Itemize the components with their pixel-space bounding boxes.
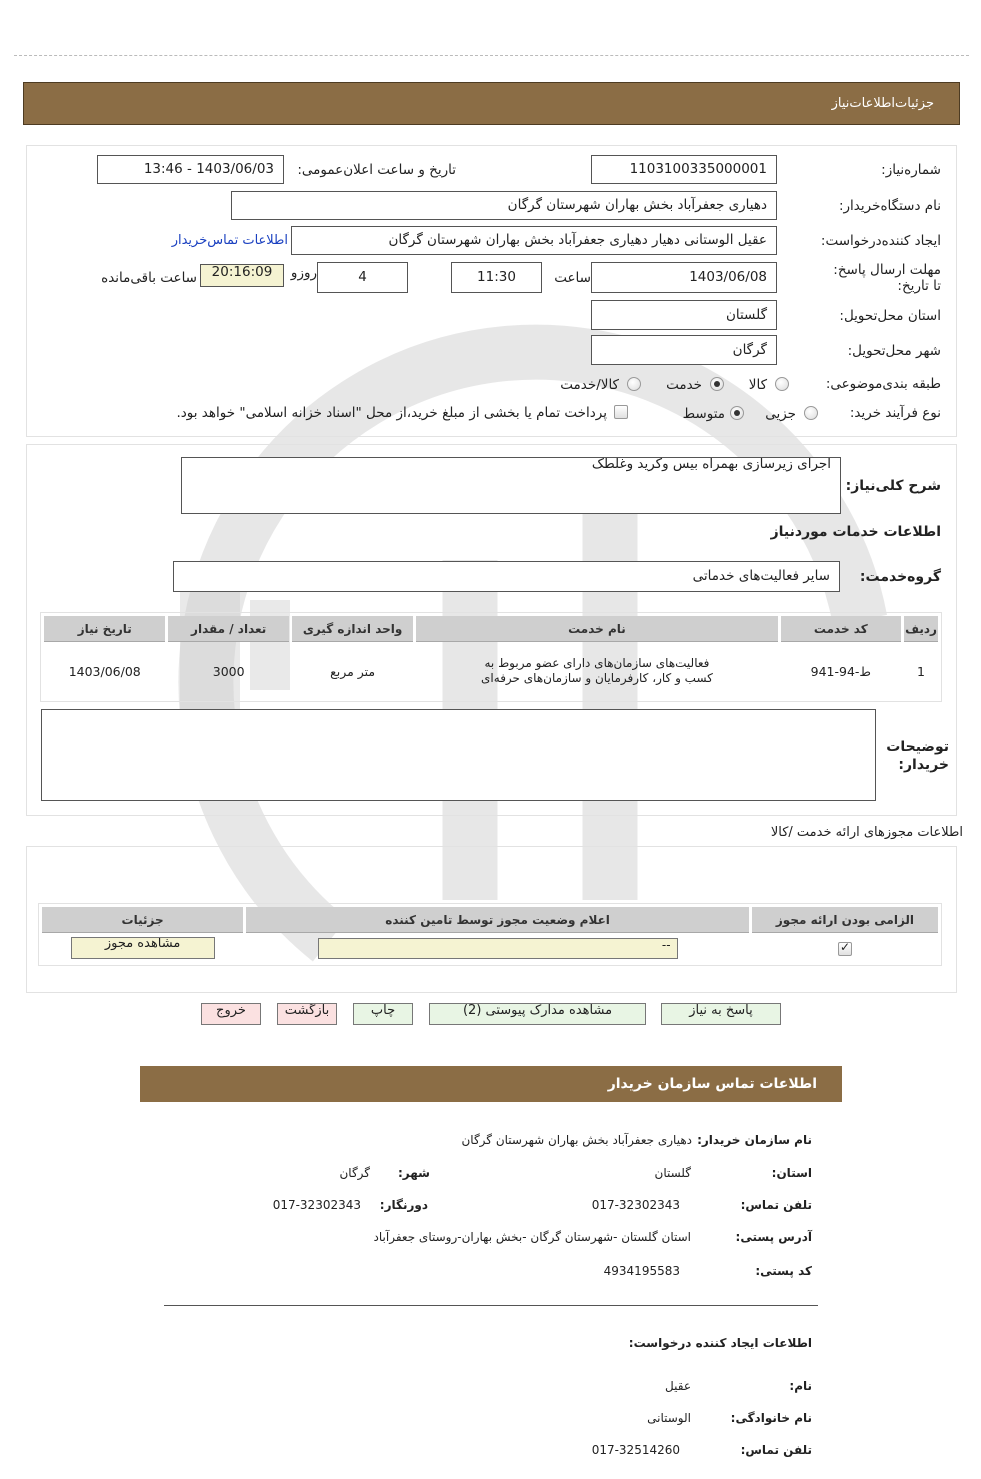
process-minor-label: جزیی — [765, 406, 796, 422]
contact-org-label: نام سازمان خریدار: — [697, 1133, 812, 1147]
service-group-field: سایر فعالیت‌های خدماتی — [173, 561, 840, 592]
col-name: نام خدمت — [416, 616, 777, 642]
description-label: شرح کلی‌نیاز: — [845, 478, 941, 494]
process-medium-label: متوسط — [682, 406, 725, 422]
creator-last-name-label: نام خانوادگی: — [730, 1411, 812, 1425]
cell-unit: متر مربع — [330, 663, 376, 679]
contact-address-label: آدرس پستی: — [735, 1230, 812, 1244]
contact-fax-label: دورنگار: — [379, 1198, 428, 1212]
province-label: استان محل‌تحویل: — [839, 308, 941, 324]
cell-date: 1403/06/08 — [68, 663, 141, 679]
category-goods-service-label: کالا/خدمت — [560, 377, 619, 393]
category-goods-label: کالا — [748, 377, 767, 393]
exit-button[interactable]: خروج — [201, 1003, 261, 1025]
buyer-notes-label: توضیحات خریدار: — [886, 739, 949, 773]
col-permit-required: الزامی بودن ارائه مجوز — [752, 907, 938, 933]
reply-button[interactable]: پاسخ به نیاز — [661, 1003, 781, 1025]
table-row — [44, 645, 938, 697]
category-service-radio[interactable] — [710, 377, 724, 391]
description-field: اجرای زیرسازی بهمراه بیس وکرید وغلطک — [181, 457, 841, 514]
services-table — [41, 613, 941, 700]
creator-phone-value: 017-32514260 — [591, 1443, 680, 1457]
contact-province-value: گلستان — [654, 1166, 691, 1180]
contact-city-value: گرگان — [339, 1166, 370, 1180]
page-title: جزئیات‌اطلاعات‌نیاز — [831, 96, 934, 111]
process-medium-radio[interactable] — [730, 406, 744, 420]
deadline-date-field: 1403/06/08 — [591, 262, 777, 293]
contact-address-value: استان گلستان -شهرستان گرگان -بخش بهاران-روستای جعفرآباد — [373, 1230, 691, 1244]
category-label: طبقه بندی‌موضوعی: — [825, 376, 941, 392]
creator-first-name-label: نام: — [789, 1379, 812, 1393]
view-permit-button[interactable]: مشاهده مجوز — [71, 937, 215, 959]
cell-row: 1 — [917, 663, 925, 679]
view-attachments-button[interactable]: مشاهده مدارک پیوستی (2) — [429, 1003, 646, 1025]
buyer-contact-link[interactable]: اطلاعات تماس‌خریدار — [171, 233, 288, 248]
col-code: کد خدمت — [781, 616, 901, 642]
col-unit: واحد اندازه گیری — [292, 616, 413, 642]
remaining-label: ساعت باقی‌مانده — [101, 270, 197, 286]
creator-field: عقیل الوستانی دهیار دهیاری جعفرآباد بخش بهاران شهرستان گرگان — [291, 226, 777, 255]
contact-postal-value: 4934195583 — [603, 1264, 680, 1278]
buyer-org-label: نام دستگاه‌خریدار: — [838, 198, 941, 214]
services-section-title: اطلاعات خدمات موردنیاز — [770, 524, 941, 540]
service-group-label: گروه‌خدمت: — [859, 569, 941, 585]
treasury-payment-note: پرداخت تمام یا بخشی از مبلغ خرید،از محل "اسناد خزانه اسلامی" خواهد بود. — [176, 405, 607, 421]
permit-required-checkbox[interactable] — [838, 942, 852, 956]
contact-org-value: دهیاری جعفرآباد بخش بهاران شهرستان گرگان — [461, 1133, 692, 1147]
contact-divider — [164, 1305, 818, 1306]
deadline-time-field: 11:30 — [451, 262, 542, 293]
col-row: ردیف — [904, 616, 938, 642]
back-button[interactable]: بازگشت — [277, 1003, 337, 1025]
creator-last-name-value: الوستانی — [647, 1411, 691, 1425]
deadline-label: مهلت ارسال پاسخ: تا تاریخ: — [833, 262, 941, 294]
buyer-notes-field — [41, 709, 876, 801]
contact-postal-label: کد پستی: — [755, 1264, 812, 1278]
contact-header: اطلاعات تماس سازمان خریدار — [140, 1066, 842, 1102]
contact-province-label: استان: — [771, 1166, 812, 1180]
city-label: شهر محل‌تحویل: — [847, 343, 941, 359]
creator-phone-label: تلفن تماس: — [740, 1443, 812, 1457]
need-number-label: شماره‌نیاز: — [881, 162, 941, 178]
table-row — [42, 936, 938, 960]
creator-label: ایجاد کننده‌درخواست: — [820, 233, 941, 249]
print-button[interactable]: چاپ — [353, 1003, 413, 1025]
contact-fax-value: 017-32302343 — [272, 1198, 361, 1212]
top-divider — [14, 55, 969, 56]
creator-info-title: اطلاعات ایجاد کننده درخواست: — [628, 1336, 812, 1350]
countdown-timer: 20:16:09 — [200, 264, 284, 287]
page-header — [23, 82, 960, 125]
col-permit-details: جزئیات — [42, 907, 243, 933]
contact-phone-label: تلفن تماس: — [740, 1198, 812, 1212]
time-label: ساعت — [554, 270, 591, 286]
cell-name — [416, 645, 777, 697]
col-qty: تعداد / مقدار — [168, 616, 288, 642]
announce-label: تاریخ و ساعت اعلان‌عمومی: — [297, 162, 456, 178]
permits-table-wrap — [38, 903, 942, 966]
province-field: گلستان — [591, 300, 777, 330]
category-service-label: خدمت — [666, 377, 702, 393]
process-label: نوع فرآیند خرید: — [849, 405, 941, 421]
category-goods-service-radio[interactable] — [627, 377, 641, 391]
cell-name-text: فعالیت‌های سازمان‌های دارای عضو مربوط به کسب و کار، کارفرمایان و سازمان‌های حرفه‌ای — [481, 656, 713, 685]
cell-code: ط-94-941 — [810, 663, 871, 679]
creator-first-name-value: عقیل — [665, 1379, 691, 1393]
city-field: گرگان — [591, 335, 777, 365]
contact-phone-value: 017-32302343 — [591, 1198, 680, 1212]
process-minor-radio[interactable] — [804, 406, 818, 420]
days-label: روزو — [290, 265, 317, 281]
permits-title: اطلاعات مجوزهای ارائه خدمت /کالا — [770, 825, 963, 840]
announce-date-field: 1403/06/03 - 13:46 — [97, 155, 284, 184]
cell-permit-details — [42, 936, 243, 960]
category-goods-radio[interactable] — [775, 377, 789, 391]
col-date: تاریخ نیاز — [44, 616, 165, 642]
cell-permit-required — [752, 936, 938, 960]
treasury-payment-checkbox[interactable] — [614, 405, 628, 419]
need-number-field: 1103100335000001 — [591, 155, 777, 184]
cell-qty: 3000 — [212, 663, 245, 679]
contact-city-label: شهر: — [398, 1166, 430, 1180]
cell-permit-status — [246, 936, 749, 960]
buyer-org-field: دهیاری جعفرآباد بخش بهاران شهرستان گرگان — [231, 191, 777, 220]
days-field: 4 — [317, 262, 408, 293]
permits-table — [39, 904, 941, 963]
col-permit-status: اعلام وضعیت مجوز توسط تامین کننده — [246, 907, 749, 933]
services-table-wrap — [40, 612, 942, 702]
permit-status-field[interactable]: -- — [318, 938, 678, 959]
